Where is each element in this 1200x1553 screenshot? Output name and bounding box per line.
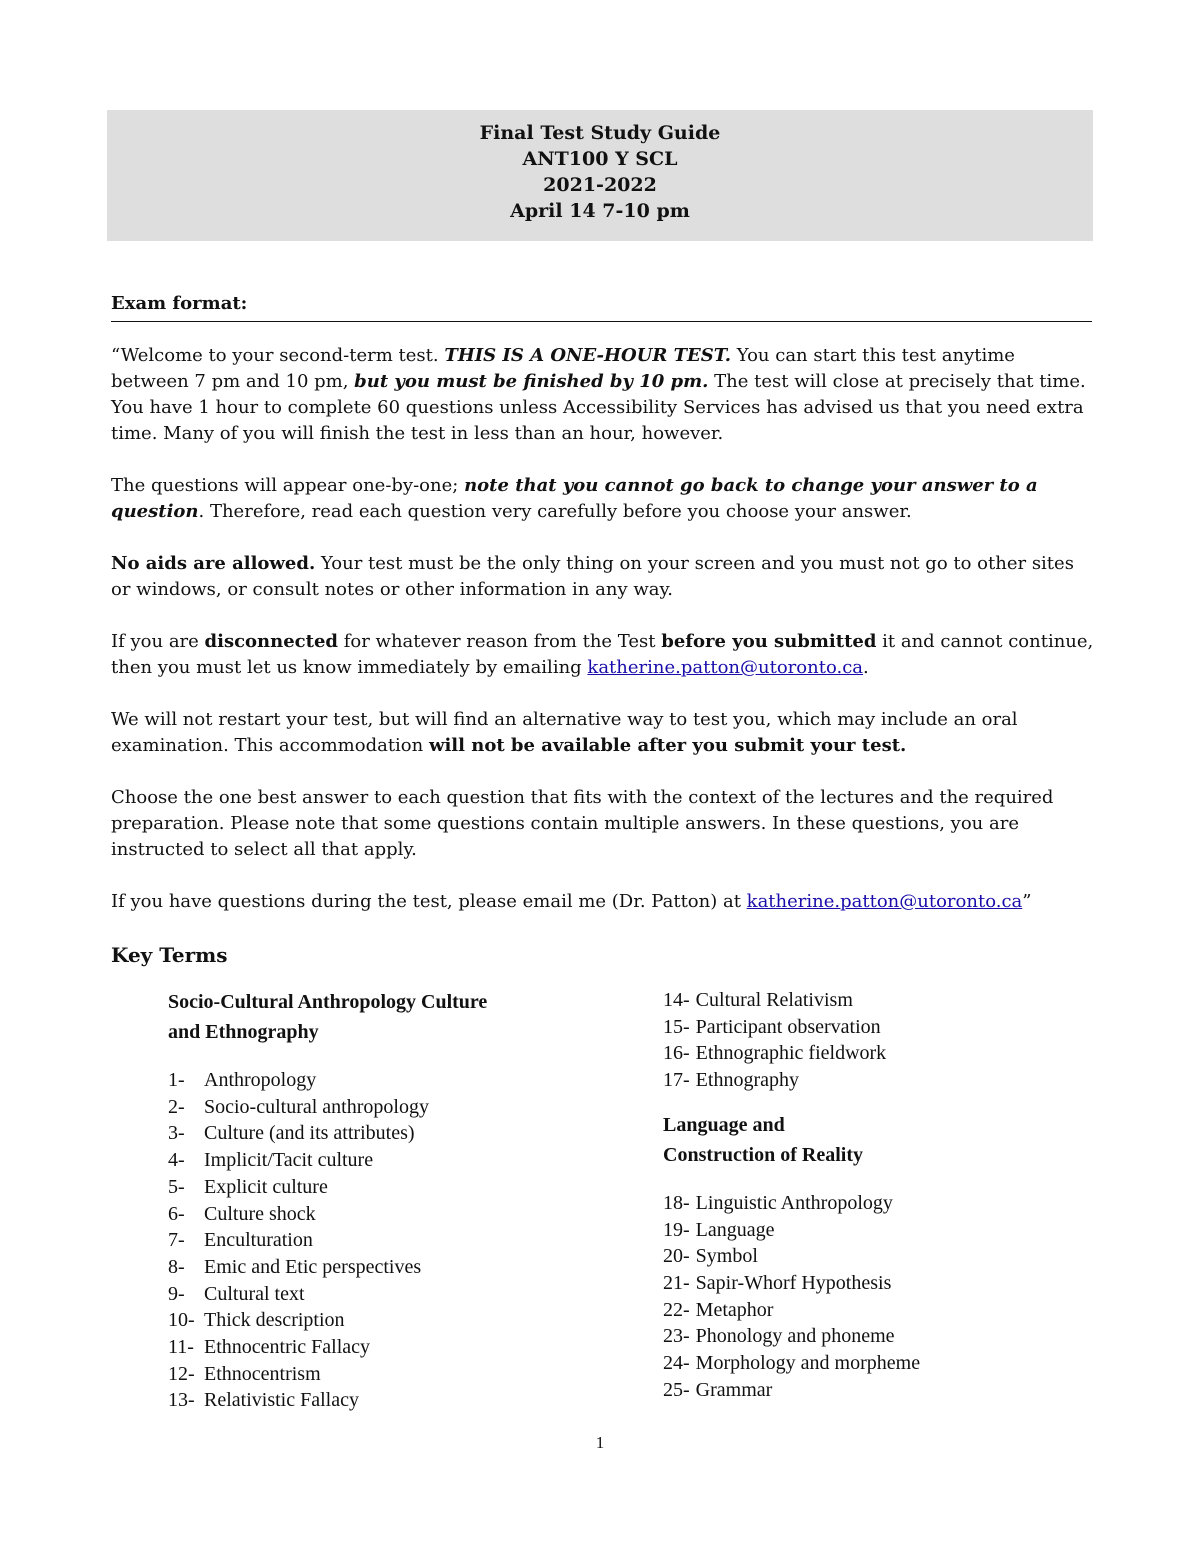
emphasis: before you submitted (661, 631, 877, 652)
text: . Therefore, read each question very carefully before you choose your answer. (198, 501, 912, 522)
term-label: Cultural Relativism (695, 989, 853, 1011)
list-item (168, 1334, 588, 1361)
term-list (663, 1190, 1083, 1404)
term-label: Thick description (204, 1309, 345, 1332)
key-terms-column-right (663, 987, 1083, 1403)
text: The questions will appear one-by-one; (111, 475, 465, 496)
list-item (168, 1281, 588, 1308)
academic-year: 2021-2022 (543, 174, 657, 196)
term-number: 9- (168, 1282, 185, 1305)
term-number: 24- (663, 1352, 690, 1375)
paragraph-disconnected (111, 629, 1096, 681)
list-item (663, 1377, 1083, 1404)
emphasis: disconnected (204, 631, 338, 652)
title-block (107, 110, 1093, 241)
term-number: 11- (168, 1336, 194, 1359)
term-list (168, 1067, 588, 1414)
list-item (663, 1040, 1083, 1067)
term-number: 20- (663, 1245, 690, 1268)
section-title-line: Language and (663, 1113, 785, 1136)
emphasis: No aids are allowed. (111, 553, 316, 574)
term-label: Participant observation (695, 1015, 881, 1038)
term-label: Anthropology (204, 1069, 317, 1091)
key-terms-heading: Key Terms (111, 943, 228, 967)
list-item (663, 1297, 1083, 1324)
term-number: 6- (168, 1202, 185, 1225)
term-label: Ethnographic fieldwork (695, 1042, 887, 1065)
list-item (168, 1201, 588, 1228)
email-link[interactable]: katherine.patton@utoronto.ca (587, 657, 864, 678)
text: ” (1022, 891, 1032, 912)
page-number: 1 (595, 1433, 605, 1452)
section-title (168, 987, 588, 1047)
text: If you are (111, 631, 205, 652)
text: If you have questions during the test, please email me (Dr. Patton) at (111, 891, 747, 912)
term-number: 10- (168, 1309, 195, 1332)
emphasis: will not be available after you submit your test. (428, 735, 907, 756)
email-link[interactable]: katherine.patton@utoronto.ca (746, 891, 1023, 912)
list-item (168, 1361, 588, 1388)
term-number: 2- (168, 1095, 185, 1118)
term-label: Socio-cultural anthropology (204, 1095, 429, 1118)
emphasis: THIS IS A ONE-HOUR TEST. (444, 345, 732, 366)
paragraph-choose: Choose the one best answer to each question that fits with the context of the lectures and the required preparation. Please note that some questions contain multiple answers. In these questions, you are instructed to select all that apply. (111, 787, 1054, 860)
term-number: 21- (663, 1271, 690, 1294)
list-item (663, 987, 1083, 1014)
key-terms-column-left (168, 987, 588, 1414)
list-item (168, 1387, 588, 1414)
term-label: Language (695, 1218, 775, 1241)
list-item (168, 1254, 588, 1281)
term-label: Symbol (695, 1245, 758, 1268)
term-label: Ethnocentric Fallacy (204, 1336, 371, 1359)
term-number: 15- (663, 1015, 690, 1038)
doc-title: Final Test Study Guide (479, 122, 721, 144)
list-item (168, 1307, 588, 1334)
emphasis: note that you cannot go back to change your answer to a question (111, 475, 1038, 522)
term-number: 22- (663, 1298, 690, 1321)
text: for whatever reason from the Test (338, 631, 662, 652)
term-number: 19- (663, 1218, 690, 1241)
list-item (663, 1323, 1083, 1350)
text: Your test must be the only thing on your screen and you must not go to other sites or windows, or consult notes or other information in any way. (111, 553, 1074, 600)
text: The test will close at precisely that time. You have 1 hour to complete 60 questions unless Accessibility Services has advised us that you need extra time. Many of you will finish the test in less than an hour, however. (111, 371, 1086, 444)
paragraph-one-by-one (111, 473, 1096, 525)
section-title-line: and Ethnography (168, 1021, 319, 1043)
term-number: 4- (168, 1149, 185, 1172)
term-number: 8- (168, 1255, 185, 1278)
term-label: Implicit/Tacit culture (204, 1149, 374, 1172)
exam-instructions (111, 343, 1096, 941)
term-label: Ethnocentrism (204, 1362, 321, 1385)
text: We will not restart your test, but will find an alternative way to test you, which may include an oral examination. This accommodation (111, 709, 1018, 756)
term-number: 12- (168, 1362, 195, 1385)
list-item (663, 1014, 1083, 1041)
course-code: ANT100 Y SCL (522, 148, 678, 170)
term-label: Culture (and its attributes) (204, 1122, 415, 1145)
list-item (663, 1243, 1083, 1270)
term-label: Linguistic Anthropology (695, 1191, 893, 1214)
section-title-line: Socio-Cultural Anthropology Culture (168, 991, 488, 1013)
list-item (168, 1120, 588, 1147)
term-number: 23- (663, 1325, 690, 1348)
term-label: Cultural text (204, 1282, 305, 1305)
list-item (168, 1227, 588, 1254)
list-item (168, 1067, 588, 1094)
list-item (663, 1067, 1083, 1094)
list-item (168, 1094, 588, 1121)
text: . (863, 657, 869, 678)
term-label: Culture shock (204, 1202, 316, 1225)
term-number: 1- (168, 1069, 185, 1091)
term-number: 14- (663, 989, 690, 1011)
term-label: Morphology and morpheme (695, 1352, 921, 1375)
term-label: Ethnography (695, 1069, 799, 1092)
list-item (663, 1217, 1083, 1244)
list-item (663, 1350, 1083, 1377)
emphasis: but you must be finished by 10 pm. (354, 371, 709, 392)
term-number: 3- (168, 1122, 185, 1145)
term-label: Relativistic Fallacy (204, 1389, 359, 1412)
term-label: Grammar (695, 1378, 773, 1401)
paragraph-welcome (111, 343, 1096, 447)
term-label: Sapir-Whorf Hypothesis (695, 1271, 892, 1294)
paragraph-no-aids (111, 551, 1096, 603)
exam-format-heading: Exam format: (111, 291, 1092, 322)
test-date: April 14 7-10 pm (510, 200, 690, 222)
text: “Welcome to your second-term test. (111, 345, 445, 366)
section-title-line: Construction of Reality (663, 1143, 863, 1166)
paragraph-questions (111, 889, 1096, 915)
text: it and cannot continue, then you must let us know immediately by emailing (111, 631, 1094, 678)
text: You can start this test anytime between 7 pm and 10 pm, (111, 345, 1015, 392)
term-number: 18- (663, 1191, 690, 1214)
term-label: Metaphor (695, 1298, 774, 1321)
term-label: Explicit culture (204, 1175, 328, 1198)
term-label: Emic and Etic perspectives (204, 1255, 422, 1278)
paragraph-restart (111, 707, 1096, 759)
term-number: 7- (168, 1229, 185, 1252)
term-label: Enculturation (204, 1229, 313, 1252)
term-number: 13- (168, 1389, 195, 1412)
term-list (663, 987, 1083, 1094)
list-item (168, 1147, 588, 1174)
list-item (168, 1174, 588, 1201)
term-number: 5- (168, 1175, 185, 1198)
term-label: Phonology and phoneme (695, 1325, 895, 1348)
list-item (663, 1270, 1083, 1297)
list-item (663, 1190, 1083, 1217)
section-title (663, 1110, 1083, 1170)
term-number: 25- (663, 1378, 690, 1401)
term-number: 16- (663, 1042, 690, 1065)
term-number: 17- (663, 1069, 690, 1092)
